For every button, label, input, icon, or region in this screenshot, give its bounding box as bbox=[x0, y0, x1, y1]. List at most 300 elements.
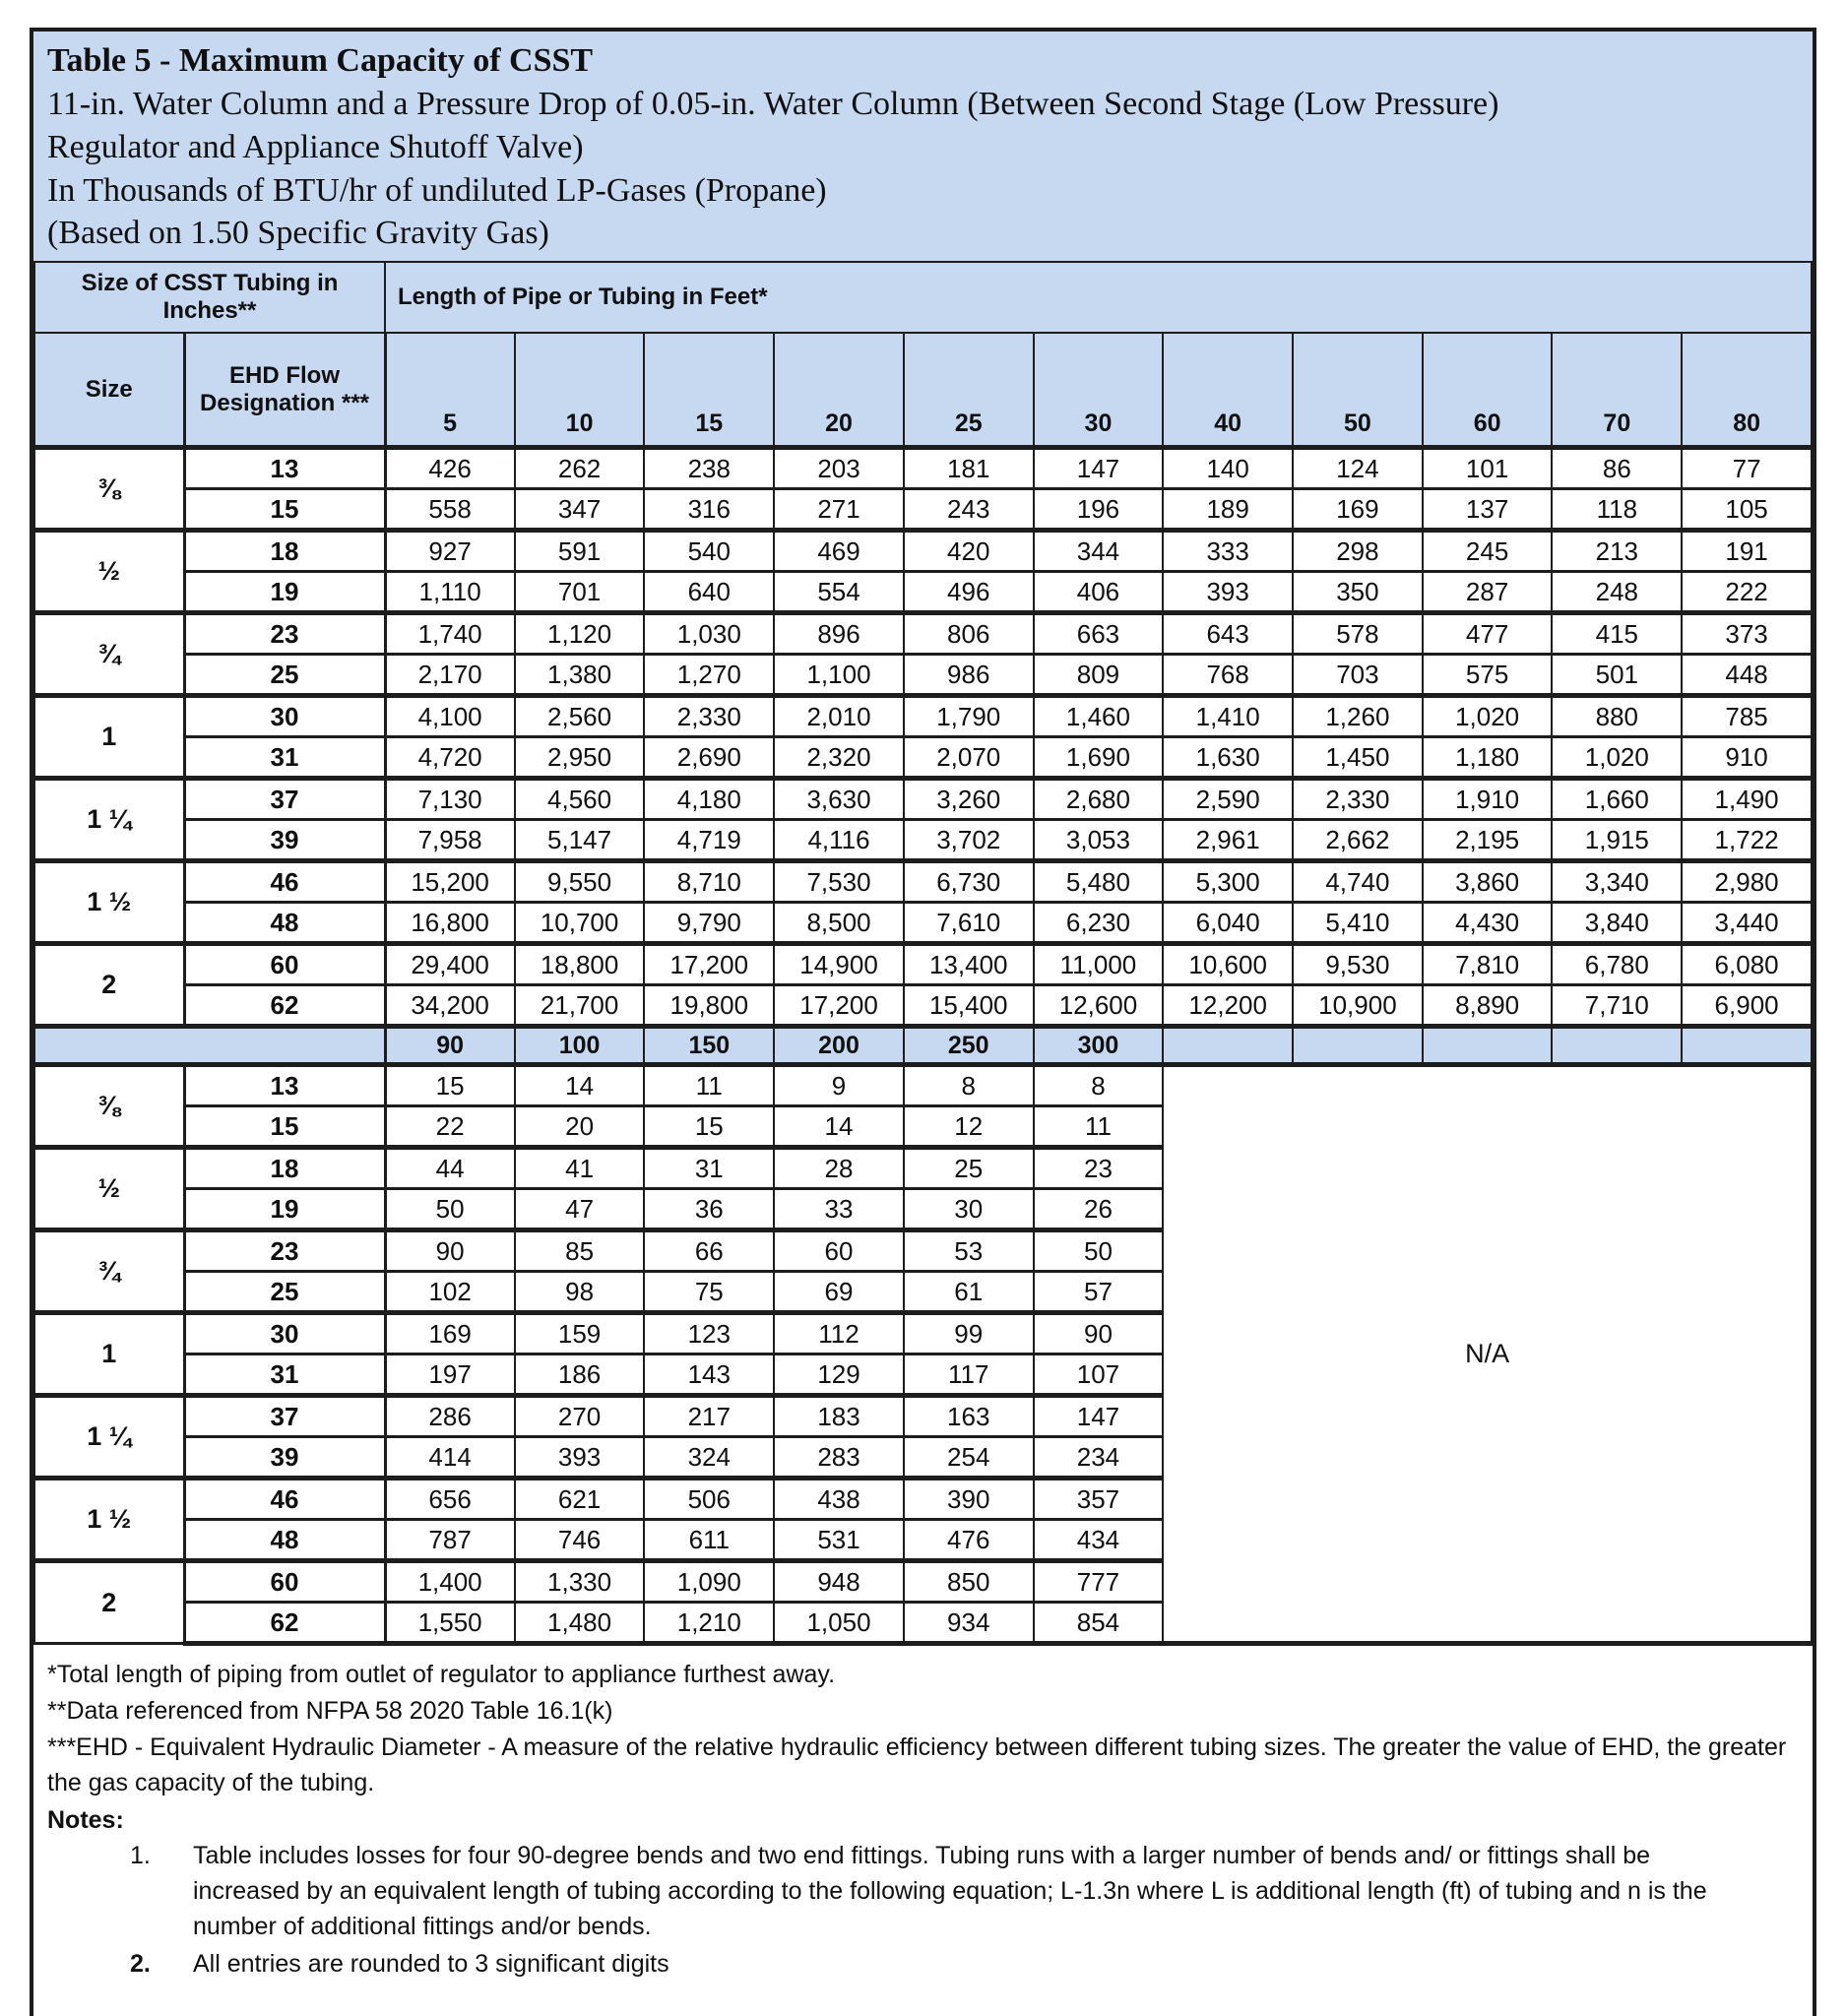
size-cell: 1 bbox=[34, 1313, 184, 1396]
size-cell: ⅜ bbox=[34, 1065, 184, 1148]
capacity-cell: 143 bbox=[644, 1354, 774, 1396]
capacity-cell: 2,662 bbox=[1293, 820, 1423, 861]
capacity-cell: 10,600 bbox=[1163, 944, 1293, 985]
table-row bbox=[34, 985, 1812, 1027]
table-row bbox=[34, 572, 1812, 613]
capacity-cell: 1,090 bbox=[644, 1561, 774, 1603]
capacity-cell: 854 bbox=[1034, 1603, 1164, 1644]
capacity-cell: 768 bbox=[1163, 655, 1293, 696]
ehd-cell: 15 bbox=[184, 1106, 385, 1148]
ehd-cell: 39 bbox=[184, 820, 385, 861]
capacity-cell: 643 bbox=[1163, 613, 1293, 655]
capacity-cell: 9,530 bbox=[1293, 944, 1423, 985]
capacity-cell: 426 bbox=[385, 448, 515, 489]
capacity-cell: 286 bbox=[385, 1396, 515, 1437]
capacity-cell: 324 bbox=[644, 1437, 774, 1479]
capacity-cell: 186 bbox=[515, 1354, 645, 1396]
capacity-cell: 61 bbox=[904, 1272, 1034, 1313]
capacity-cell: 196 bbox=[1034, 489, 1164, 531]
table-row bbox=[34, 903, 1812, 944]
capacity-cell: 415 bbox=[1552, 613, 1682, 655]
ehd-cell: 19 bbox=[184, 572, 385, 613]
capacity-cell: 703 bbox=[1293, 655, 1423, 696]
band-length-header: 100 bbox=[515, 1027, 645, 1065]
capacity-cell: 112 bbox=[774, 1313, 904, 1354]
table-row bbox=[34, 613, 1812, 655]
capacity-cell: 986 bbox=[904, 655, 1034, 696]
capacity-cell: 98 bbox=[515, 1272, 645, 1313]
capacity-cell: 2,330 bbox=[1293, 779, 1423, 820]
capacity-cell: 578 bbox=[1293, 613, 1423, 655]
capacity-cell: 390 bbox=[904, 1479, 1034, 1520]
capacity-cell: 393 bbox=[1163, 572, 1293, 613]
capacity-cell: 69 bbox=[774, 1272, 904, 1313]
capacity-cell: 2,320 bbox=[774, 737, 904, 779]
capacity-cell: 147 bbox=[1034, 448, 1164, 489]
capacity-cell: 50 bbox=[1034, 1230, 1164, 1272]
capacity-cell: 4,560 bbox=[515, 779, 645, 820]
capacity-cell: 350 bbox=[1293, 572, 1423, 613]
capacity-cell: 118 bbox=[1552, 489, 1682, 531]
capacity-cell: 189 bbox=[1163, 489, 1293, 531]
table-row bbox=[34, 448, 1812, 489]
capacity-cell: 1,100 bbox=[774, 655, 904, 696]
capacity-cell: 7,810 bbox=[1423, 944, 1553, 985]
ehd-cell: 19 bbox=[184, 1189, 385, 1230]
band-spacer-cell bbox=[1293, 1027, 1423, 1065]
ehd-cell: 23 bbox=[184, 1230, 385, 1272]
capacity-cell: 806 bbox=[904, 613, 1034, 655]
capacity-cell: 476 bbox=[904, 1520, 1034, 1561]
capacity-cell: 13,400 bbox=[904, 944, 1034, 985]
notes-list bbox=[47, 1838, 1791, 1982]
capacity-cell: 33 bbox=[774, 1189, 904, 1230]
capacity-cell: 3,840 bbox=[1552, 903, 1682, 944]
capacity-cell: 17,200 bbox=[774, 985, 904, 1027]
capacity-cell: 785 bbox=[1682, 696, 1812, 737]
length-col-header: 15 bbox=[644, 333, 774, 448]
capacity-cell: 809 bbox=[1034, 655, 1164, 696]
ehd-cell: 31 bbox=[184, 737, 385, 779]
capacity-cell: 1,480 bbox=[515, 1603, 645, 1644]
band-length-header: 200 bbox=[774, 1027, 904, 1065]
size-cell: 1 ¼ bbox=[34, 1396, 184, 1479]
capacity-cell: 434 bbox=[1034, 1520, 1164, 1561]
ehd-cell: 25 bbox=[184, 655, 385, 696]
ehd-cell: 46 bbox=[184, 861, 385, 903]
capacity-cell: 234 bbox=[1034, 1437, 1164, 1479]
capacity-cell: 20 bbox=[515, 1106, 645, 1148]
size-cell: ⅜ bbox=[34, 448, 184, 531]
capacity-cell: 1,380 bbox=[515, 655, 645, 696]
capacity-cell: 554 bbox=[774, 572, 904, 613]
capacity-cell: 117 bbox=[904, 1354, 1034, 1396]
ehd-cell: 13 bbox=[184, 1065, 385, 1106]
capacity-cell: 245 bbox=[1423, 531, 1553, 572]
capacity-cell: 438 bbox=[774, 1479, 904, 1520]
capacity-cell: 29,400 bbox=[385, 944, 515, 985]
capacity-cell: 1,030 bbox=[644, 613, 774, 655]
capacity-cell: 611 bbox=[644, 1520, 774, 1561]
length-col-header: 80 bbox=[1682, 333, 1812, 448]
capacity-cell: 31 bbox=[644, 1148, 774, 1189]
notes-label: Notes: bbox=[47, 1806, 124, 1835]
capacity-cell: 6,900 bbox=[1682, 985, 1812, 1027]
na-cell: N/A bbox=[1163, 1065, 1812, 1644]
capacity-cell: 3,440 bbox=[1682, 903, 1812, 944]
table-subtitle-line: In Thousands of BTU/hr of undiluted LP-Gases (Propane) bbox=[47, 171, 827, 209]
capacity-cell: 147 bbox=[1034, 1396, 1164, 1437]
capacity-cell: 30 bbox=[904, 1189, 1034, 1230]
capacity-cell: 640 bbox=[644, 572, 774, 613]
capacity-cell: 14 bbox=[515, 1065, 645, 1106]
size-cell: 1 bbox=[34, 696, 184, 779]
capacity-cell: 5,147 bbox=[515, 820, 645, 861]
capacity-cell: 1,630 bbox=[1163, 737, 1293, 779]
capacity-cell: 101 bbox=[1423, 448, 1553, 489]
capacity-cell: 124 bbox=[1293, 448, 1423, 489]
capacity-cell: 283 bbox=[774, 1437, 904, 1479]
capacity-cell: 181 bbox=[904, 448, 1034, 489]
capacity-cell: 2,195 bbox=[1423, 820, 1553, 861]
capacity-cell: 271 bbox=[774, 489, 904, 531]
table-row bbox=[34, 861, 1812, 903]
capacity-cell: 333 bbox=[1163, 531, 1293, 572]
length-header-cell: Length of Pipe or Tubing in Feet* bbox=[385, 262, 1812, 333]
capacity-cell: 217 bbox=[644, 1396, 774, 1437]
capacity-cell: 41 bbox=[515, 1148, 645, 1189]
capacity-cell: 163 bbox=[904, 1396, 1034, 1437]
capacity-cell: 7,958 bbox=[385, 820, 515, 861]
capacity-cell: 3,260 bbox=[904, 779, 1034, 820]
table-subtitle-line: 11-in. Water Column and a Pressure Drop of 0.05-in. Water Column (Between Second Stage (Low Pressure) bbox=[47, 85, 1499, 122]
capacity-cell: 540 bbox=[644, 531, 774, 572]
capacity-cell: 203 bbox=[774, 448, 904, 489]
capacity-cell: 393 bbox=[515, 1437, 645, 1479]
capacity-cell: 50 bbox=[385, 1189, 515, 1230]
capacity-cell: 4,180 bbox=[644, 779, 774, 820]
header-row-lengths bbox=[34, 333, 1812, 448]
capacity-cell: 1,910 bbox=[1423, 779, 1553, 820]
capacity-cell: 12,600 bbox=[1034, 985, 1164, 1027]
capacity-cell: 1,550 bbox=[385, 1603, 515, 1644]
capacity-cell: 36 bbox=[644, 1189, 774, 1230]
capacity-cell: 591 bbox=[515, 531, 645, 572]
capacity-cell: 3,340 bbox=[1552, 861, 1682, 903]
capacity-cell: 927 bbox=[385, 531, 515, 572]
capacity-cell: 477 bbox=[1423, 613, 1553, 655]
capacity-cell: 12 bbox=[904, 1106, 1034, 1148]
capacity-cell: 15,200 bbox=[385, 861, 515, 903]
capacity-cell: 262 bbox=[515, 448, 645, 489]
capacity-cell: 85 bbox=[515, 1230, 645, 1272]
capacity-cell: 2,690 bbox=[644, 737, 774, 779]
table-row bbox=[34, 696, 1812, 737]
capacity-cell: 11 bbox=[644, 1065, 774, 1106]
capacity-cell: 787 bbox=[385, 1520, 515, 1561]
capacity-cell: 5,300 bbox=[1163, 861, 1293, 903]
capacity-cell: 501 bbox=[1552, 655, 1682, 696]
capacity-cell: 3,053 bbox=[1034, 820, 1164, 861]
capacity-cell: 1,270 bbox=[644, 655, 774, 696]
capacity-cell: 44 bbox=[385, 1148, 515, 1189]
document-frame bbox=[30, 28, 1816, 2016]
capacity-cell: 8,710 bbox=[644, 861, 774, 903]
capacity-cell: 506 bbox=[644, 1479, 774, 1520]
capacity-cell: 9,790 bbox=[644, 903, 774, 944]
capacity-cell: 948 bbox=[774, 1561, 904, 1603]
capacity-cell: 531 bbox=[774, 1520, 904, 1561]
capacity-cell: 746 bbox=[515, 1520, 645, 1561]
capacity-cell: 1,660 bbox=[1552, 779, 1682, 820]
ehd-cell: 18 bbox=[184, 1148, 385, 1189]
capacity-cell: 7,130 bbox=[385, 779, 515, 820]
capacity-cell: 25 bbox=[904, 1148, 1034, 1189]
capacity-cell: 287 bbox=[1423, 572, 1553, 613]
csst-capacity-table bbox=[33, 261, 1813, 1646]
ehd-cell: 39 bbox=[184, 1437, 385, 1479]
capacity-cell: 1,210 bbox=[644, 1603, 774, 1644]
band-length-header: 250 bbox=[904, 1027, 1034, 1065]
capacity-cell: 2,010 bbox=[774, 696, 904, 737]
capacity-cell: 880 bbox=[1552, 696, 1682, 737]
table-row bbox=[34, 944, 1812, 985]
band-spacer-cell bbox=[1423, 1027, 1553, 1065]
size-cell: ½ bbox=[34, 531, 184, 613]
length-col-header: 60 bbox=[1423, 333, 1553, 448]
band-spacer-cell bbox=[1552, 1027, 1682, 1065]
size-header-cell: Size bbox=[34, 333, 184, 448]
capacity-cell: 1,490 bbox=[1682, 779, 1812, 820]
ehd-cell: 30 bbox=[184, 1313, 385, 1354]
capacity-cell: 496 bbox=[904, 572, 1034, 613]
capacity-cell: 414 bbox=[385, 1437, 515, 1479]
capacity-cell: 15 bbox=[385, 1065, 515, 1106]
capacity-cell: 910 bbox=[1682, 737, 1812, 779]
size-cell: ¾ bbox=[34, 1230, 184, 1313]
capacity-cell: 6,040 bbox=[1163, 903, 1293, 944]
note-text: Table includes losses for four 90-degree bends and two end fittings. Tubing runs with a larger number of bends and/ or fittings shall be increased by an equivalent length of tubing according to the following equation; L-1.3n where L is additional length (ft) of tubing and n is the number of additional fittings and/or bends. bbox=[193, 1842, 1707, 1941]
capacity-cell: 16,800 bbox=[385, 903, 515, 944]
table-subtitle-line: Regulator and Appliance Shutoff Valve) bbox=[47, 128, 584, 165]
corner-header-cell: Size of CSST Tubing in Inches** bbox=[34, 262, 385, 333]
ehd-cell: 37 bbox=[184, 779, 385, 820]
capacity-cell: 140 bbox=[1163, 448, 1293, 489]
table-row bbox=[34, 1065, 1812, 1106]
capacity-cell: 347 bbox=[515, 489, 645, 531]
band-length-header: 90 bbox=[385, 1027, 515, 1065]
capacity-cell: 8,500 bbox=[774, 903, 904, 944]
capacity-cell: 191 bbox=[1682, 531, 1812, 572]
capacity-cell: 1,120 bbox=[515, 613, 645, 655]
capacity-cell: 14,900 bbox=[774, 944, 904, 985]
ehd-cell: 60 bbox=[184, 944, 385, 985]
capacity-cell: 243 bbox=[904, 489, 1034, 531]
capacity-cell: 137 bbox=[1423, 489, 1553, 531]
capacity-cell: 448 bbox=[1682, 655, 1812, 696]
capacity-cell: 254 bbox=[904, 1437, 1034, 1479]
capacity-cell: 66 bbox=[644, 1230, 774, 1272]
note-text: All entries are rounded to 3 significant digits bbox=[193, 1950, 669, 1979]
band-length-header: 150 bbox=[644, 1027, 774, 1065]
capacity-cell: 197 bbox=[385, 1354, 515, 1396]
size-cell: 1 ¼ bbox=[34, 779, 184, 861]
ehd-cell: 48 bbox=[184, 1520, 385, 1561]
footer-block bbox=[33, 1646, 1813, 2016]
capacity-cell: 469 bbox=[774, 531, 904, 572]
capacity-cell: 4,100 bbox=[385, 696, 515, 737]
capacity-cell: 373 bbox=[1682, 613, 1812, 655]
band-length-header: 300 bbox=[1034, 1027, 1164, 1065]
capacity-cell: 1,740 bbox=[385, 613, 515, 655]
note-item bbox=[47, 1946, 1791, 1982]
band-spacer-cell bbox=[34, 1027, 385, 1065]
capacity-cell: 1,915 bbox=[1552, 820, 1682, 861]
capacity-cell: 357 bbox=[1034, 1479, 1164, 1520]
capacity-cell: 169 bbox=[1293, 489, 1423, 531]
capacity-cell: 129 bbox=[774, 1354, 904, 1396]
length-col-header: 50 bbox=[1293, 333, 1423, 448]
capacity-cell: 1,180 bbox=[1423, 737, 1553, 779]
table-row bbox=[34, 489, 1812, 531]
capacity-cell: 1,260 bbox=[1293, 696, 1423, 737]
band-spacer-cell bbox=[1682, 1027, 1812, 1065]
ehd-cell: 60 bbox=[184, 1561, 385, 1603]
capacity-cell: 4,116 bbox=[774, 820, 904, 861]
capacity-cell: 1,722 bbox=[1682, 820, 1812, 861]
capacity-cell: 213 bbox=[1552, 531, 1682, 572]
capacity-cell: 2,560 bbox=[515, 696, 645, 737]
capacity-cell: 1,400 bbox=[385, 1561, 515, 1603]
capacity-cell: 11,000 bbox=[1034, 944, 1164, 985]
header-row-top bbox=[34, 262, 1812, 333]
capacity-cell: 2,961 bbox=[1163, 820, 1293, 861]
capacity-cell: 2,950 bbox=[515, 737, 645, 779]
capacity-cell: 1,690 bbox=[1034, 737, 1164, 779]
capacity-cell: 105 bbox=[1682, 489, 1812, 531]
size-cell: 1 ½ bbox=[34, 1479, 184, 1561]
length-col-header: 10 bbox=[515, 333, 645, 448]
length-col-header: 40 bbox=[1163, 333, 1293, 448]
ehd-cell: 62 bbox=[184, 985, 385, 1027]
band-spacer-cell bbox=[1163, 1027, 1293, 1065]
capacity-cell: 75 bbox=[644, 1272, 774, 1313]
capacity-cell: 3,702 bbox=[904, 820, 1034, 861]
capacity-cell: 5,480 bbox=[1034, 861, 1164, 903]
capacity-cell: 8 bbox=[1034, 1065, 1164, 1106]
band-row bbox=[34, 1027, 1812, 1065]
capacity-cell: 406 bbox=[1034, 572, 1164, 613]
capacity-cell: 1,410 bbox=[1163, 696, 1293, 737]
footnote: *Total length of piping from outlet of regulator to appliance furthest away. bbox=[47, 1661, 836, 1689]
capacity-cell: 558 bbox=[385, 489, 515, 531]
capacity-cell: 621 bbox=[515, 1479, 645, 1520]
capacity-cell: 238 bbox=[644, 448, 774, 489]
capacity-cell: 656 bbox=[385, 1479, 515, 1520]
capacity-cell: 53 bbox=[904, 1230, 1034, 1272]
capacity-cell: 15,400 bbox=[904, 985, 1034, 1027]
length-col-header: 30 bbox=[1034, 333, 1164, 448]
capacity-cell: 2,070 bbox=[904, 737, 1034, 779]
page-title: Table 5 - Maximum Capacity of CSST bbox=[47, 42, 594, 79]
footnote: ***EHD - Equivalent Hydraulic Diameter - A measure of the relative hydraulic efficiency between different tubing sizes. The greater the value of EHD, the greater the gas capacity of the tubing. bbox=[47, 1733, 1787, 1797]
capacity-cell: 19,800 bbox=[644, 985, 774, 1027]
capacity-cell: 850 bbox=[904, 1561, 1034, 1603]
footnote: **Data referenced from NFPA 58 2020 Table 16.1(k) bbox=[47, 1697, 613, 1726]
capacity-cell: 2,170 bbox=[385, 655, 515, 696]
primary-length-section bbox=[34, 448, 1812, 1027]
capacity-cell: 316 bbox=[644, 489, 774, 531]
ehd-cell: 46 bbox=[184, 1479, 385, 1520]
capacity-cell: 663 bbox=[1034, 613, 1164, 655]
capacity-cell: 1,020 bbox=[1423, 696, 1553, 737]
capacity-cell: 17,200 bbox=[644, 944, 774, 985]
table-row bbox=[34, 820, 1812, 861]
capacity-cell: 22 bbox=[385, 1106, 515, 1148]
capacity-cell: 4,719 bbox=[644, 820, 774, 861]
capacity-cell: 2,980 bbox=[1682, 861, 1812, 903]
size-cell: ¾ bbox=[34, 613, 184, 696]
capacity-cell: 28 bbox=[774, 1148, 904, 1189]
ehd-cell: 25 bbox=[184, 1272, 385, 1313]
capacity-cell: 575 bbox=[1423, 655, 1553, 696]
capacity-cell: 77 bbox=[1682, 448, 1812, 489]
size-cell: 2 bbox=[34, 944, 184, 1027]
length-col-header: 5 bbox=[385, 333, 515, 448]
ehd-cell: 62 bbox=[184, 1603, 385, 1644]
capacity-cell: 1,020 bbox=[1552, 737, 1682, 779]
capacity-cell: 6,730 bbox=[904, 861, 1034, 903]
capacity-cell: 169 bbox=[385, 1313, 515, 1354]
size-cell: ½ bbox=[34, 1148, 184, 1230]
capacity-cell: 2,680 bbox=[1034, 779, 1164, 820]
capacity-cell: 3,860 bbox=[1423, 861, 1553, 903]
title-block bbox=[33, 32, 1813, 261]
ehd-cell: 13 bbox=[184, 448, 385, 489]
capacity-cell: 23 bbox=[1034, 1148, 1164, 1189]
capacity-cell: 18,800 bbox=[515, 944, 645, 985]
size-cell: 2 bbox=[34, 1561, 184, 1644]
table-subtitle-line: (Based on 1.50 Specific Gravity Gas) bbox=[47, 215, 549, 252]
capacity-cell: 10,900 bbox=[1293, 985, 1423, 1027]
capacity-cell: 1,330 bbox=[515, 1561, 645, 1603]
capacity-cell: 99 bbox=[904, 1313, 1034, 1354]
ehd-cell: 31 bbox=[184, 1354, 385, 1396]
ehd-header-cell: EHD Flow Designation *** bbox=[184, 333, 385, 448]
ehd-cell: 23 bbox=[184, 613, 385, 655]
capacity-cell: 896 bbox=[774, 613, 904, 655]
table-row bbox=[34, 779, 1812, 820]
ehd-cell: 15 bbox=[184, 489, 385, 531]
table-header bbox=[34, 262, 1812, 448]
capacity-cell: 222 bbox=[1682, 572, 1812, 613]
table-row bbox=[34, 531, 1812, 572]
capacity-cell: 701 bbox=[515, 572, 645, 613]
capacity-cell: 183 bbox=[774, 1396, 904, 1437]
capacity-cell: 21,700 bbox=[515, 985, 645, 1027]
footnotes bbox=[47, 1657, 1791, 1800]
capacity-cell: 1,790 bbox=[904, 696, 1034, 737]
capacity-cell: 5,410 bbox=[1293, 903, 1423, 944]
capacity-cell: 270 bbox=[515, 1396, 645, 1437]
length-col-header: 25 bbox=[904, 333, 1034, 448]
secondary-length-band bbox=[34, 1027, 1812, 1065]
capacity-cell: 3,630 bbox=[774, 779, 904, 820]
capacity-cell: 1,460 bbox=[1034, 696, 1164, 737]
capacity-cell: 12,200 bbox=[1163, 985, 1293, 1027]
table-row bbox=[34, 737, 1812, 779]
capacity-cell: 9,550 bbox=[515, 861, 645, 903]
